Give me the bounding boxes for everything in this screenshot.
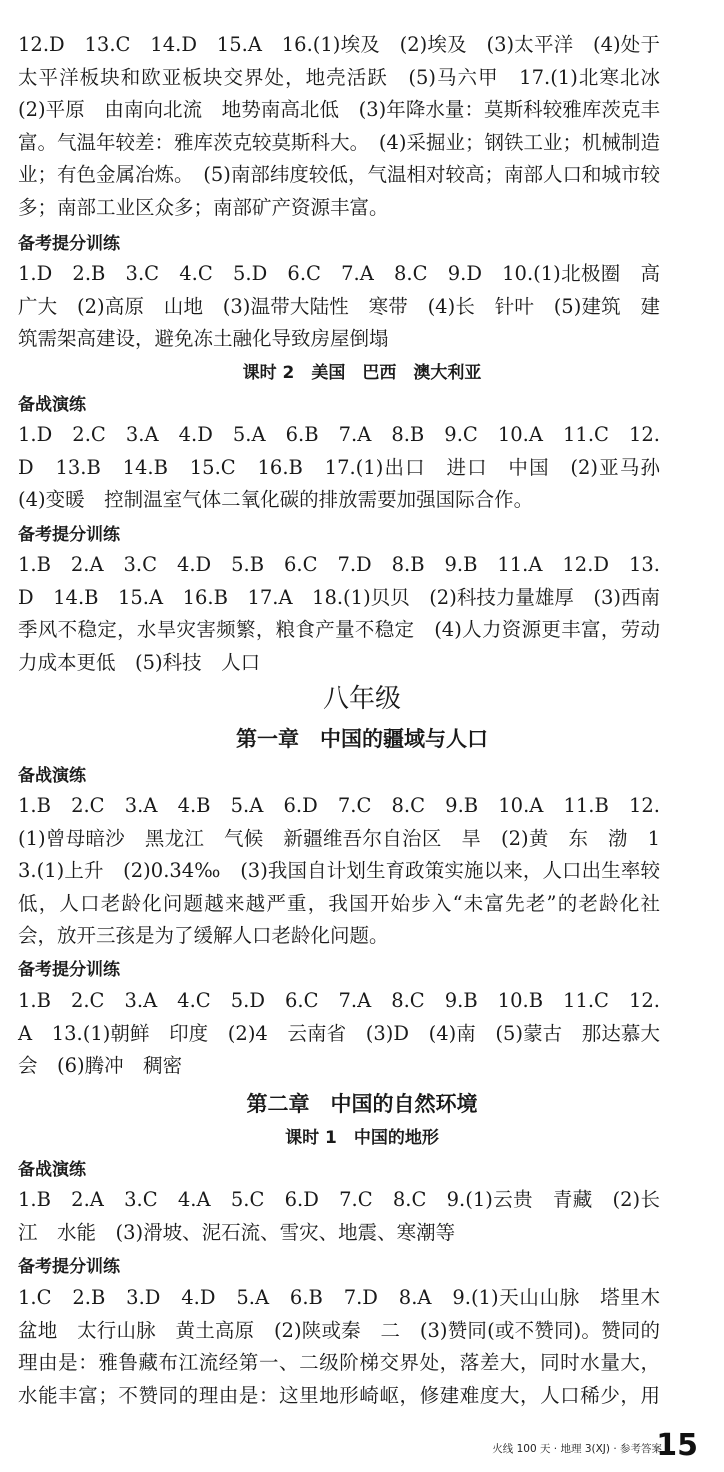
footer-book-info: 火线 100 天 · 地理 3(XJ) · 参考答案 (492, 1443, 662, 1455)
section-heading-drill: 备战演练 (18, 766, 86, 786)
lesson-title: 课时 2 美国 巴西 澳大利亚 (242, 363, 482, 383)
answer-paragraph: 1.B 2.A 3.C 4.D 5.B 6.C 7.D 8.B 9.B 11.A 12.D 13.D 14.B 15.A 16.B 17.A 18.(1)贝贝 (2)科技力量雄厚 (3)西南季风不稳定，水旱灾害频繁，粮食产量不稳定 (4)人力资源更丰富，劳动力成本更低 (5)科技 人口 (18, 553, 660, 674)
section-heading-practice: 备考提分训练 (18, 960, 120, 980)
lesson-title: 课时 1 中国的地形 (285, 1128, 439, 1148)
answer-paragraph: 1.C 2.B 3.D 4.D 5.A 6.B 7.D 8.A 9.(1)天山山脉 塔里木盆地 太行山脉 黄土高原 (2)陕或秦 二 (3)赞同(或不赞同)。赞同的理由是：雅鲁藏布江流经第一、二级阶梯交界处，落差大，同时水量大，水能丰富；不赞同的理由是：这里地形崎岖，修建难度大，人口稀少，用 (18, 1286, 660, 1407)
answer-paragraph-continued: 12.D 13.C 14.D 15.A 16.(1)埃及 (2)埃及 (3)太平洋 (4)处于太平洋板块和欧亚板块交界处，地壳活跃 (5)马六甲 17.(1)北寒北冰 (2)平原 由南向北流 地势南高北低 (3)年降水量：莫斯科较雅库茨克丰富。气温年较差：雅库茨克较莫斯科大。 (4)采掘业；钢铁工业；机械制造业；有色金属冶炼。 (5)南部纬度较低，气温相对较高；南部人口和城市较多；南部工业区众多；南部矿产资源丰富。 (18, 33, 680, 219)
section-heading-practice: 备考提分训练 (18, 234, 120, 254)
section-heading-drill: 备战演练 (18, 395, 86, 415)
chapter-title: 第二章 中国的自然环境 (246, 1092, 478, 1116)
grade-title: 八年级 (322, 684, 401, 714)
answer-paragraph: 1.B 2.A 3.C 4.A 5.C 6.D 7.C 8.C 9.(1)云贵 青藏 (2)长江 水能 (3)滑坡、泥石流、雪灾、地震、寒潮等 (18, 1188, 660, 1244)
answer-paragraph: 1.D 2.B 3.C 4.C 5.D 6.C 7.A 8.C 9.D 10.(1)北极圈 高 广大 (2)高原 山地 (3)温带大陆性 寒带 (4)长 针叶 (5)建筑 建筑需架高建设，避免冻土融化导致房屋倒塌 (18, 262, 680, 351)
answer-paragraph: 1.B 2.C 3.A 4.B 5.A 6.D 7.C 8.C 9.B 10.A 11.B 12.(1)曾母暗沙 黑龙江 气候 新疆维吾尔自治区 旱 (2)黄 东 渤 13.(1)上升 (2)0.34‰ (3)我国自计划生育政策实施以来，人口出生率较低，人口老龄化问题越来越严重，我国开始步入“未富先老”的老龄化社会，放开三孩是为了缓解人口老龄化问题。 (18, 794, 660, 948)
page-number: 15 (656, 1428, 698, 1463)
chapter-title: 第一章 中国的疆域与人口 (236, 727, 488, 751)
section-heading-practice: 备考提分训练 (18, 1257, 120, 1277)
section-heading-practice: 备考提分训练 (18, 525, 120, 545)
section-heading-drill: 备战演练 (18, 1160, 86, 1180)
answer-paragraph: 1.B 2.C 3.A 4.C 5.D 6.C 7.A 8.C 9.B 10.B 11.C 12.A 13.(1)朝鲜 印度 (2)4 云南省 (3)D (4)南 (5)蒙古 那达慕大会 (6)腾冲 稠密 (18, 989, 660, 1078)
answer-paragraph: 1.D 2.C 3.A 4.D 5.A 6.B 7.A 8.B 9.C 10.A 11.C 12.D 13.B 14.B 15.C 16.B 17.(1)出口 进口 中国 (2)亚马孙 (4)变暖 控制温室气体二氧化碳的排放需要加强国际合作。 (18, 423, 680, 512)
